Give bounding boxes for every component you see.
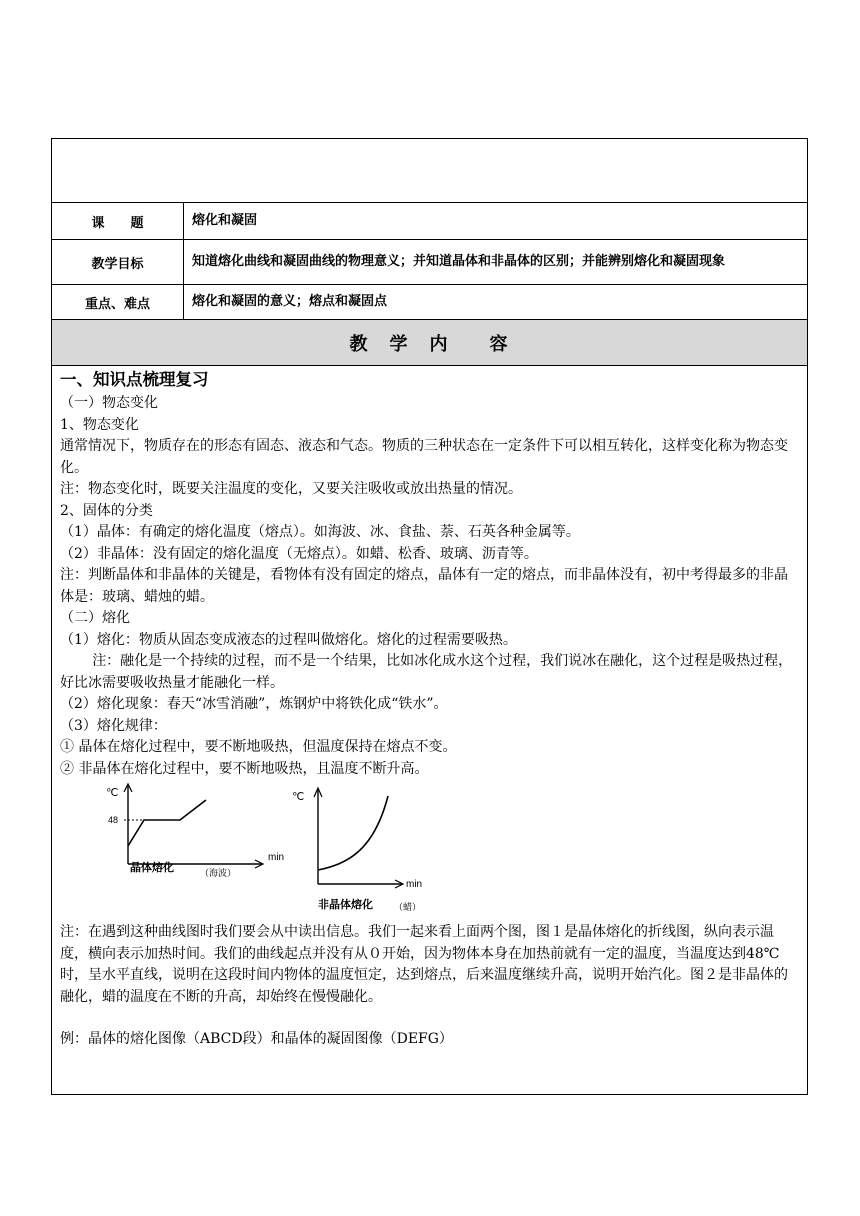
amorphous-melting-graph	[288, 784, 488, 904]
crystal-curve	[128, 800, 206, 846]
paragraph: ① 晶体在熔化过程中，要不断地吸热，但温度保持在熔点不变。	[60, 739, 457, 755]
key-points-value: 熔化和凝固的意义；熔点和凝固点	[192, 294, 388, 309]
crystal-caption-note: （海波）	[200, 869, 237, 879]
paragraph: 例：晶体的熔化图像（ABCD段）和晶体的凝固图像（DEFG）	[60, 1031, 453, 1047]
paragraph: 注：融化是一个持续的过程，而不是一个结果，比如冰化成水这个过程，我们说冰在融化，这个过程是吸热过程，好比冰需要吸收热量才能融化一样。	[60, 653, 793, 691]
y-unit-label: ℃	[106, 787, 119, 799]
paragraph: ② 非晶体在熔化过程中，要不断地吸热，且温度不断升高。	[60, 760, 429, 777]
amorphous-caption-note: （蜡）	[394, 903, 422, 913]
paragraph: （1）晶体：有确定的熔化温度（熔点）。如海波、冰、食盐、萘、石英各种金属等。	[60, 524, 580, 540]
paragraph: （一）物态变化	[60, 395, 158, 411]
header-blank-row	[52, 139, 807, 203]
paragraph: 1、物态变化	[60, 416, 139, 433]
x-unit-label: min	[406, 879, 423, 890]
topic-row	[52, 203, 807, 240]
paragraph: （二）熔化	[60, 610, 130, 626]
x-unit-label: min	[268, 852, 285, 863]
y-tick-48: 48	[108, 815, 119, 825]
goals-label: 教学目标	[52, 240, 184, 284]
paragraph: 注：物态变化时，既要关注温度的变化，又要关注吸收或放出热量的情况。	[60, 481, 522, 497]
amorphous-caption: 非晶体熔化	[318, 898, 373, 911]
goals-value: 知道熔化曲线和凝固曲线的物理意义；并知道晶体和非晶体的区别；并能辨别熔化和凝固现象	[192, 254, 726, 269]
paragraph: 2、固体的分类	[60, 502, 153, 519]
crystal-caption: 晶体熔化	[130, 861, 174, 874]
content-banner: 教 学 内 容	[52, 320, 807, 366]
paragraph: 通常情况下，物质存在的形态有固态、液态和气态。物质的三种状态在一定条件下可以相互转化，这样变化称为物态变化。	[60, 438, 788, 476]
paragraph: （2）非晶体：没有固定的熔化温度（无熔点）。如蜡、松香、玻璃、沥青等。	[60, 545, 538, 562]
section-title: 一、知识点梳理复习	[60, 370, 209, 389]
key-points-row	[52, 285, 807, 320]
paragraph: （3）熔化规律：	[60, 717, 167, 734]
melting-figures	[60, 780, 801, 922]
paragraph: （2）熔化现象：春天“冰雪消融”，炼钢炉中将铁化成“铁水”。	[60, 696, 448, 712]
paragraph: （1）熔化：物质从固态变成液态的过程叫做熔化。熔化的过程需要吸热。	[60, 631, 517, 648]
goals-row	[52, 240, 807, 285]
paragraph: 注：判断晶体和非晶体的关键是，看物体有没有固定的熔点，晶体有一定的熔点，而非晶体没有，初中考得最多的非晶体是：玻璃、蜡烛的蜡。	[60, 567, 788, 605]
paragraph: 注：在遇到这种曲线图时我们要会从中读出信息。我们一起来看上面两个图，图１是晶体熔化的折线图，纵向表示温度，横向表示加热时间。我们的曲线起点并没有从０开始，因为物体本身在加热前就有一定的温度，当温度达到48℃时，呈水平直线，说明在这段时间内物体的温度恒定，达到熔点，后来温度继续升高，说明开始汽化。图２是非晶体的融化，蜡的温度在不断的升高，却始终在慢慢融化。	[60, 924, 788, 1005]
topic-value: 熔化和凝固	[192, 213, 258, 228]
spacer	[60, 1008, 801, 1029]
amorphous-curve	[318, 796, 388, 870]
key-points-label: 重点、难点	[52, 285, 184, 319]
lesson-table	[51, 138, 808, 1095]
y-unit-label: ℃	[292, 791, 305, 803]
topic-label: 课 题	[52, 203, 184, 239]
content-body	[60, 367, 801, 1051]
